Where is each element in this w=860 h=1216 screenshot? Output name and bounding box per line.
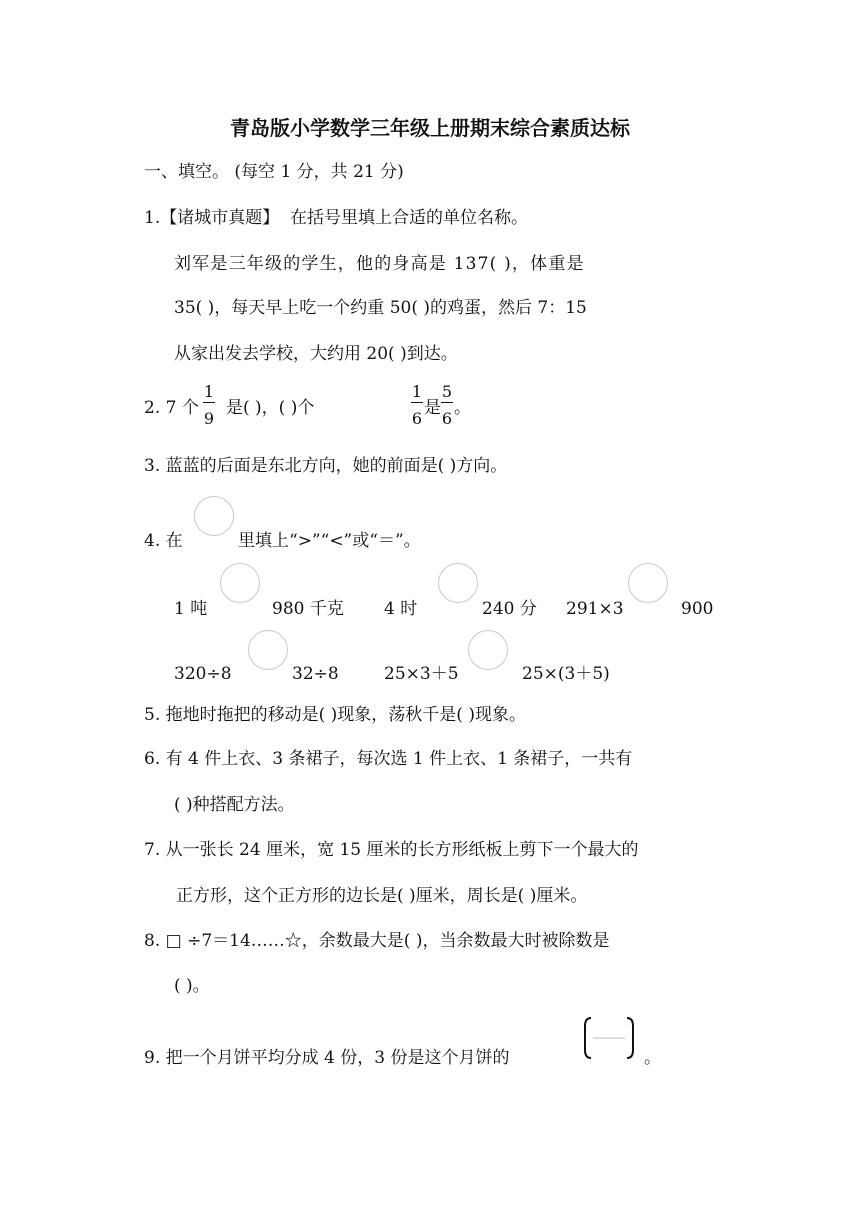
question-2-middle-2: 是 bbox=[424, 398, 441, 418]
compare-item-4b: 32÷8 bbox=[292, 664, 339, 684]
question-1-line-3: 从家出发去学校，大约用 20( )到达。 bbox=[174, 344, 458, 364]
question-1-number: 1. bbox=[144, 208, 161, 228]
compare-item-2a: 4 时 bbox=[384, 599, 418, 619]
compare-circle-1[interactable] bbox=[220, 563, 260, 603]
question-7-line-1: 7. 从一张长 24 厘米，宽 15 厘米的长方形纸板上剪下一个最大的 bbox=[144, 840, 639, 860]
compare-item-4a: 320÷8 bbox=[174, 664, 232, 684]
compare-item-5a: 25×3＋5 bbox=[384, 664, 459, 684]
compare-circle-2[interactable] bbox=[438, 563, 478, 603]
fraction-2-numerator: 1 bbox=[411, 382, 423, 401]
fraction-1-denominator: 9 bbox=[203, 409, 215, 428]
question-1-prompt: 在括号里填上合适的单位名称。 bbox=[290, 208, 529, 228]
fraction-2-bar bbox=[411, 402, 423, 403]
compare-circle-blank[interactable] bbox=[194, 496, 234, 536]
question-6-line-1: 6. 有 4 件上衣、3 条裙子，每次选 1 件上衣、1 条裙子，一共有 bbox=[144, 749, 633, 769]
question-4-prefix: 4. 在 bbox=[144, 531, 183, 551]
fraction-3-denominator: 6 bbox=[441, 409, 453, 428]
compare-circle-4[interactable] bbox=[248, 630, 288, 670]
fraction-1-numerator: 1 bbox=[203, 382, 215, 401]
compare-item-3a: 291×3 bbox=[566, 599, 624, 619]
question-2-prefix: 2. 7 个 bbox=[144, 398, 199, 418]
question-8-line-1: 8. □ ÷7＝14……☆，余数最大是( )，当余数最大时被除数是 bbox=[144, 931, 610, 951]
question-9: 9. 把一个月饼平均分成 4 份，3 份是这个月饼的 bbox=[144, 1048, 510, 1068]
fraction-2-denominator: 6 bbox=[411, 409, 423, 428]
fraction-1-bar bbox=[203, 402, 215, 403]
question-1-line-2: 35( )，每天早上吃一个约重 50( )的鸡蛋，然后 7：15 bbox=[174, 298, 587, 318]
question-7-line-2: 正方形，这个正方形的边长是( )厘米，周长是( )厘米。 bbox=[176, 886, 588, 906]
fraction-answer-box[interactable] bbox=[583, 1016, 635, 1060]
question-2-suffix: 。 bbox=[454, 398, 471, 418]
fraction-3-bar bbox=[441, 402, 453, 403]
question-1-tag: 【诸城市真题】 bbox=[160, 208, 280, 228]
question-2-middle-1: 是( )，( )个 bbox=[226, 398, 315, 418]
question-9-suffix: 。 bbox=[644, 1048, 661, 1068]
question-8-line-2: ( )。 bbox=[174, 976, 210, 996]
question-5: 5. 拖地时拖把的移动是( )现象，荡秋千是( )现象。 bbox=[144, 705, 526, 725]
compare-item-1a: 1 吨 bbox=[174, 599, 208, 619]
section-heading: 一、填空。 (每空 1 分，共 21 分) bbox=[144, 162, 404, 182]
question-6-line-2: ( )种搭配方法。 bbox=[174, 795, 295, 815]
compare-circle-3[interactable] bbox=[628, 563, 668, 603]
compare-item-2b: 240 分 bbox=[482, 599, 537, 619]
compare-item-1b: 980 千克 bbox=[272, 599, 344, 619]
page-title: 青岛版小学数学三年级上册期末综合素质达标 bbox=[230, 116, 630, 140]
compare-circle-5[interactable] bbox=[468, 630, 508, 670]
compare-item-5b: 25×(3＋5) bbox=[522, 664, 610, 684]
question-3: 3. 蓝蓝的后面是东北方向，她的前面是( )方向。 bbox=[144, 456, 508, 476]
compare-item-3b: 900 bbox=[681, 599, 714, 619]
fraction-3-numerator: 5 bbox=[441, 382, 453, 401]
question-1-line-1: 刘军是三年级的学生，他的身高是 137( )，体重是 bbox=[174, 254, 585, 274]
question-1-header bbox=[144, 206, 528, 230]
question-4-suffix: 里填上“>”“<”或“＝”。 bbox=[238, 531, 421, 551]
